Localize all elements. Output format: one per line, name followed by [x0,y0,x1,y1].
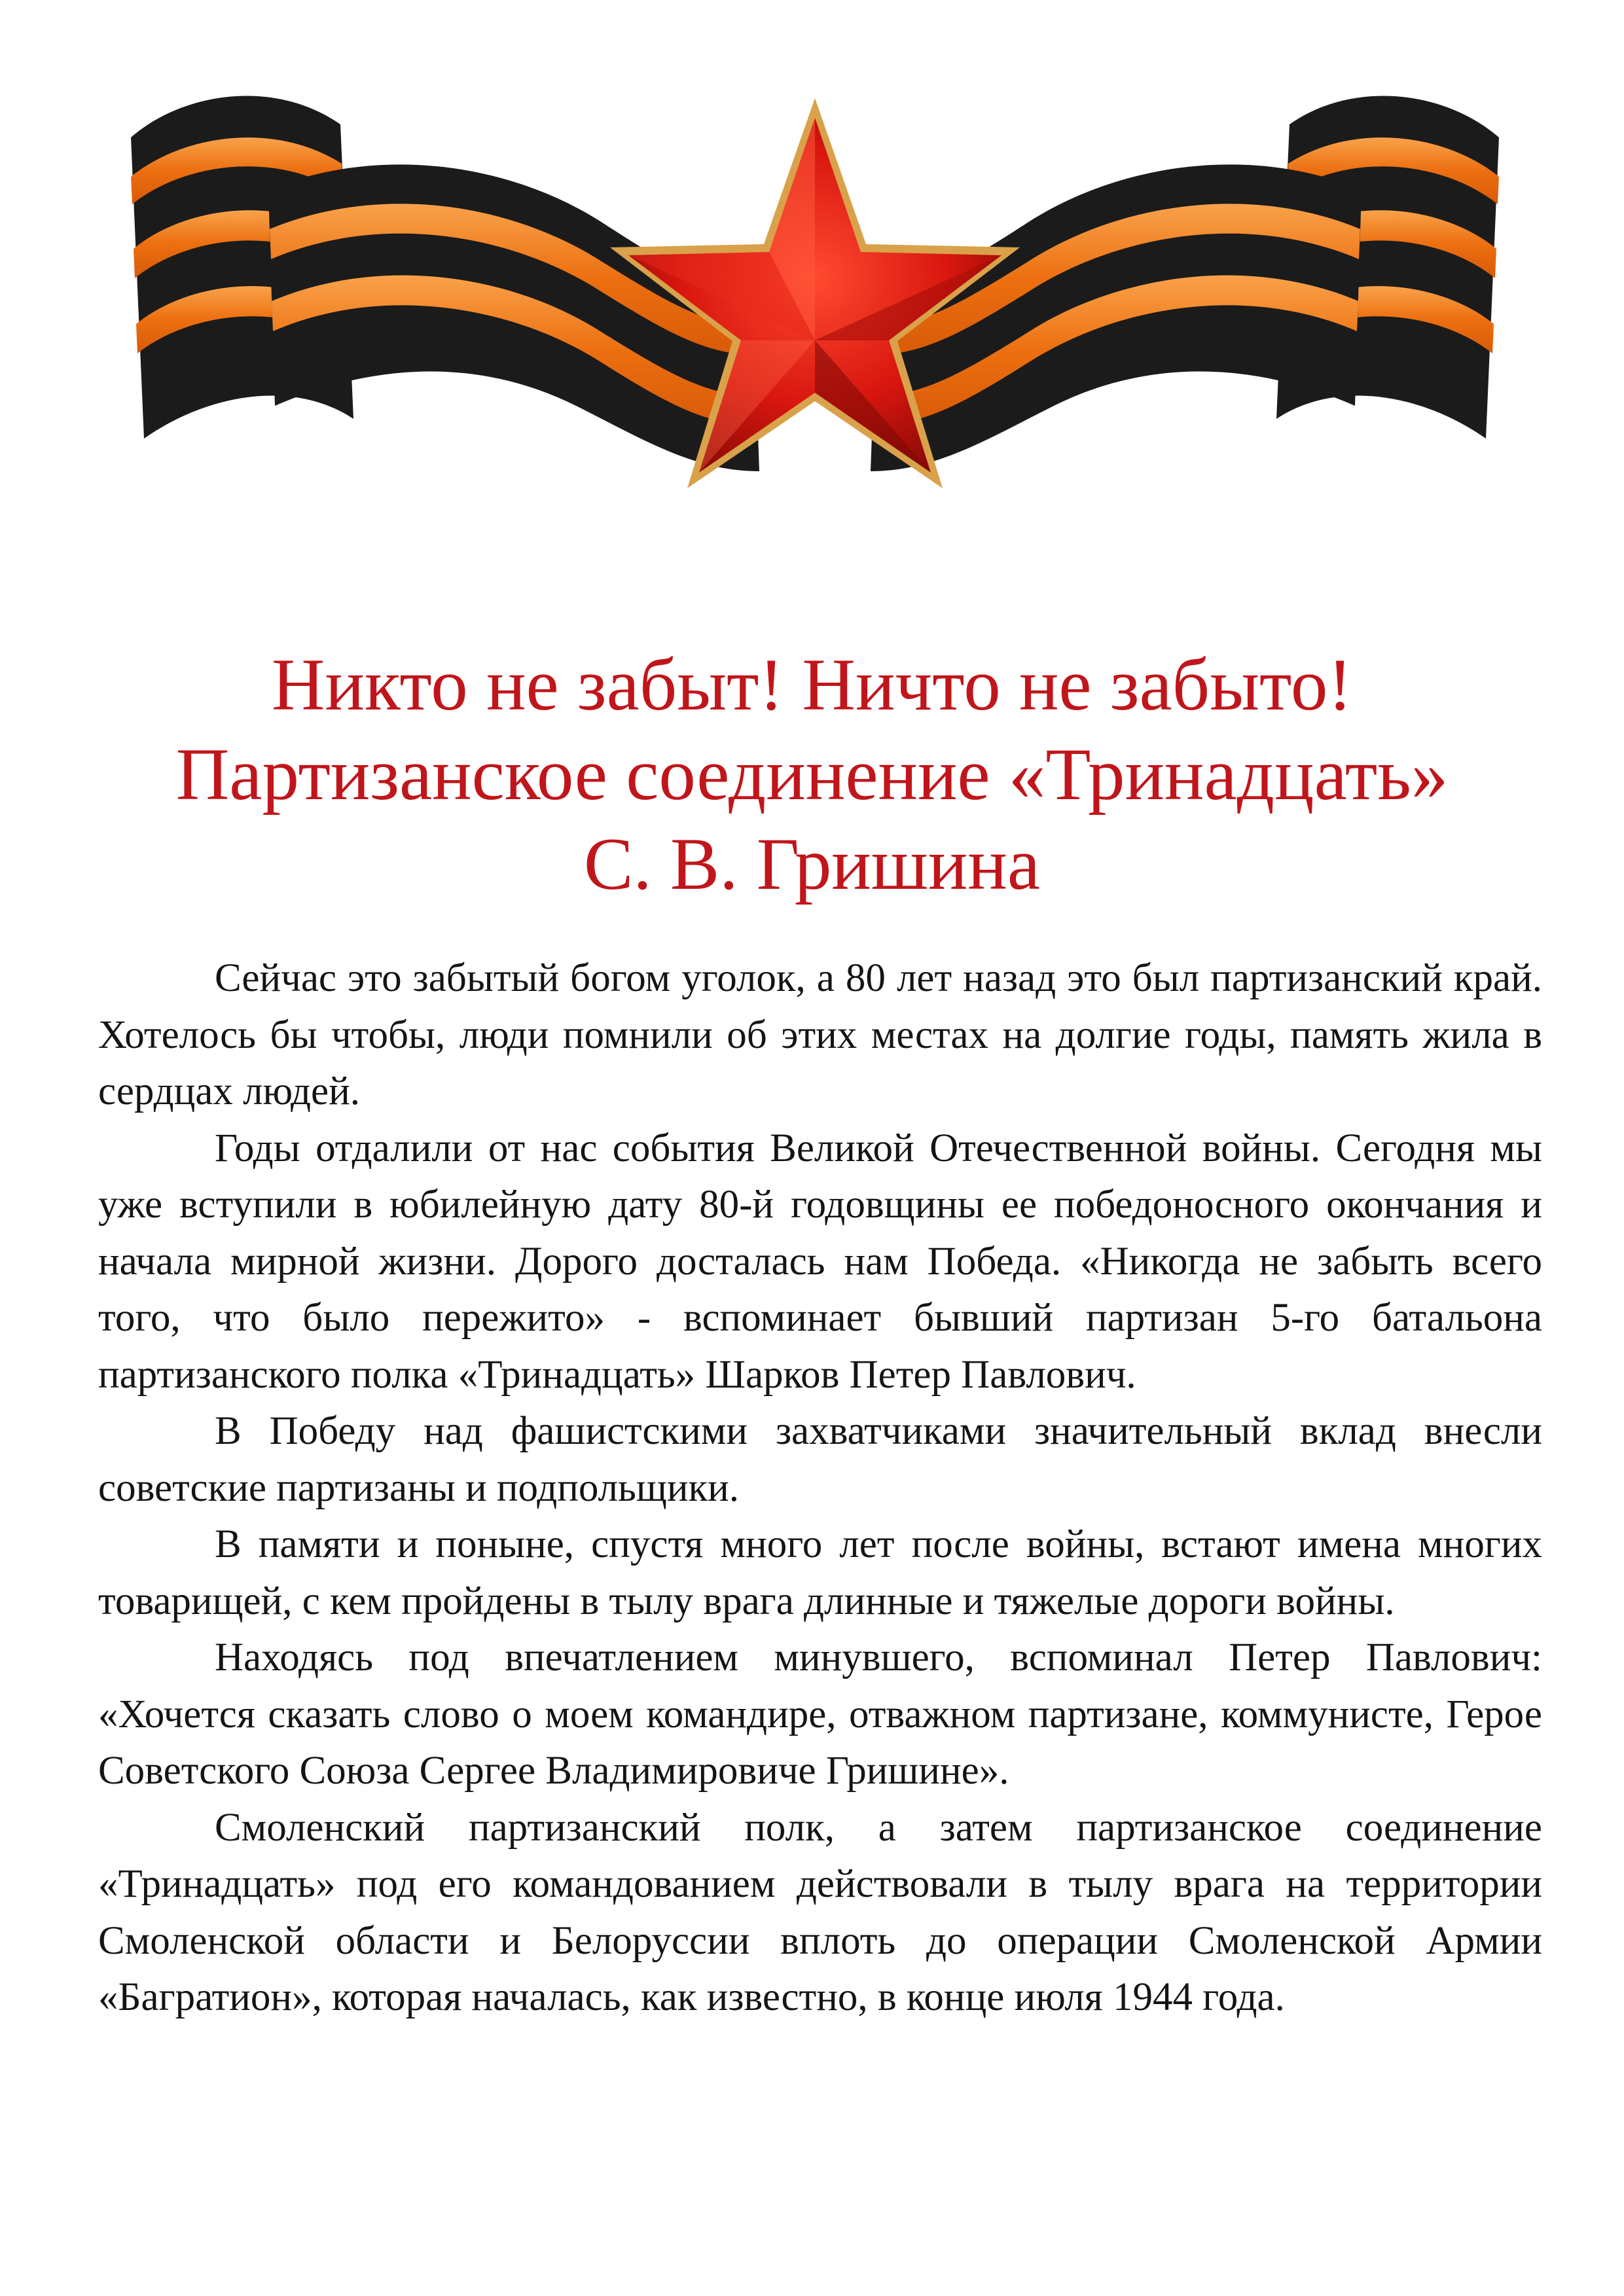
paragraph: Смоленский партизанский полк, а затем партизанское соединение «Тринадцать» под его командованием действовали в тылу врага на территории Смоленской области и Белоруссии вплоть до операции Смоленской Армии «Багратион», которая началась, как известно, в конце июля 1944 года. [98,1805,1542,2019]
paragraph: В памяти и понынe, спустя много лет после войны, встают имена многих товарищей, с кем пройдены в тылу врага длинные и тяжелые дороги войны. [98,1522,1542,1623]
ribbon-star-icon [105,52,1525,511]
paragraph: В Победу над фашистскими захватчиками значительный вклад внесли советские партизаны и подпольщики. [98,1409,1542,1510]
paragraph: Сейчас это забытый богом уголок, а 80 лет назад это был партизанский край. Хотелось бы чтобы, люди помнили об этих местах на долгие годы, память жила в сердцах людей. [98,956,1542,1113]
title-line-2: Партизанское соединение «Тринадцать» [175,734,1449,816]
title-line-1: Никто не забыт! Ничто не забыто! [271,644,1353,726]
article-body [98,950,1542,2026]
header-banner [105,52,1525,511]
title-line-3: С. В. Гришина [583,823,1041,905]
paragraph: Находясь под впечатлением минувшего, вспоминал Петер Павлович: «Хочется сказать слово о моем командире, отважном партизане, коммунисте, Герое Советского Союза Сергее Владимировиче Гришине». [98,1636,1542,1793]
page-title [98,640,1526,909]
paragraph: Годы отдалили от нас события Великой Отечественной войны. Сегодня мы уже вступили в юбилейную дату 80-й годовщины ее победоносного окончания и начала мирной жизни. Дорого досталась нам Победа. «Никогда не забыть всего того, что было пережито» - вспоминает бывший партизан 5-го батальона партизанского полка «Тринадцать» Шарков Петер Павлович. [98,1126,1542,1397]
